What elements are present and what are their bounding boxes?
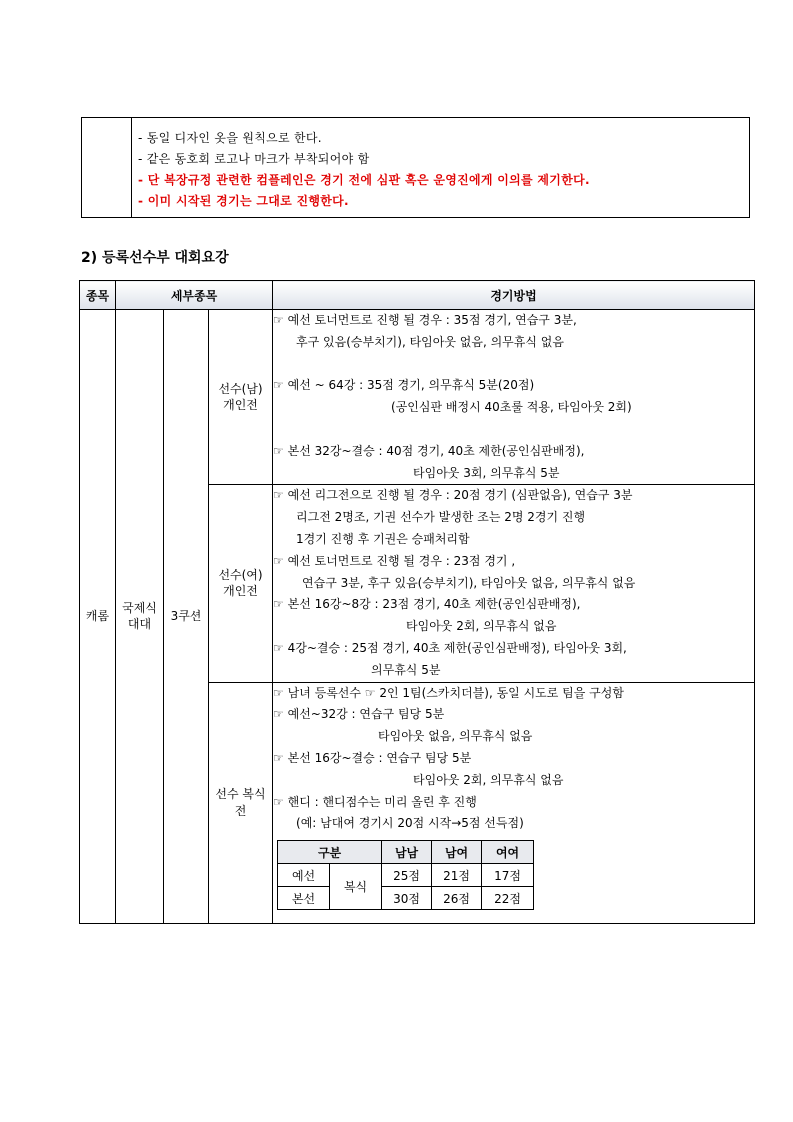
score-cell: 25점 bbox=[382, 864, 432, 887]
score-cell: 26점 bbox=[432, 887, 482, 910]
method-cell bbox=[273, 310, 755, 485]
header-event: 종목 bbox=[80, 281, 116, 310]
method-line: ☞ 4강~결승 : 25점 경기, 40초 제한(공인심판배정), 타임아웃 3회, bbox=[273, 640, 627, 655]
cushion-cell: 3쿠션 bbox=[164, 310, 209, 924]
score-cell: 22점 bbox=[482, 887, 534, 910]
event-cell: 캐롬 bbox=[80, 310, 116, 924]
tournament-rules-table bbox=[79, 280, 755, 924]
method-cell bbox=[273, 485, 755, 682]
handicap-header: 남남 bbox=[382, 841, 432, 864]
notice-line-important: - 단 복장규정 관련한 컴플레인은 경기 전에 심판 혹은 운영진에게 이의를 제기한다. bbox=[138, 173, 590, 187]
handicap-header: 여여 bbox=[482, 841, 534, 864]
method-line: 타임아웃 3회, 의무휴식 5분 bbox=[413, 465, 560, 480]
method-line: ☞ 예선 토너먼트로 진행 될 경우 : 35점 경기, 연습구 3분, bbox=[273, 313, 577, 327]
stage-cell: 본선 bbox=[278, 887, 330, 910]
handicap-header: 구분 bbox=[278, 841, 382, 864]
method-line: ☞ 예선 ~ 64강 : 35점 경기, 의무휴식 5분(20점) bbox=[273, 378, 535, 393]
method-line: ☞ 핸디 : 핸디점수는 미리 올린 후 진행 bbox=[273, 794, 477, 809]
method-line: (예: 남대여 경기시 20점 시작→5점 선득점) bbox=[296, 816, 524, 831]
method-line: ☞ 본선 32강~결승 : 40점 경기, 40초 제한(공인심판배정), bbox=[273, 443, 585, 458]
header-row bbox=[80, 281, 755, 310]
type-cell: 복식 bbox=[330, 864, 382, 910]
handicap-table bbox=[277, 840, 534, 910]
notice-line: - 같은 동호회 로고나 마크가 부착되어야 함 bbox=[138, 152, 370, 166]
handicap-header: 남여 bbox=[432, 841, 482, 864]
dress-code-notice-box bbox=[81, 117, 750, 218]
sub-event-label: 선수(남) 개인전 bbox=[209, 310, 273, 485]
method-cell bbox=[273, 682, 755, 923]
method-line: ☞ 본선 16강~결승 : 연습구 팀당 5분 bbox=[273, 750, 472, 765]
method-line: ☞ 예선~32강 : 연습구 팀당 5분 bbox=[273, 707, 445, 722]
notice-line: - 동일 디자인 옷을 원칙으로 한다. bbox=[138, 131, 322, 145]
sub-event-label: 선수(여) 개인전 bbox=[209, 485, 273, 682]
table-row bbox=[278, 864, 534, 887]
method-line: 연습구 3분, 후구 있음(승부치기), 타임아웃 없음, 의무휴식 없음 bbox=[302, 575, 636, 590]
table-row bbox=[278, 887, 534, 910]
method-line: 리그전 2명조, 기권 선수가 발생한 조는 2명 2경기 진행 bbox=[296, 510, 586, 525]
method-line: 타임아웃 2회, 의무휴식 없음 bbox=[413, 772, 564, 787]
method-line: 후구 있음(승부치기), 타임아웃 없음, 의무휴식 없음 bbox=[296, 334, 564, 349]
method-line: 타임아웃 없음, 의무휴식 없음 bbox=[378, 729, 533, 744]
section-title: 2) 등록선수부 대회요강 bbox=[81, 250, 229, 266]
method-line: ☞ 남녀 등록선수 ☞ 2인 1팀(스카치더블), 동일 시도로 팀을 구성함 bbox=[273, 685, 624, 700]
method-line: 타임아웃 2회, 의무휴식 없음 bbox=[406, 619, 557, 634]
notice-divider bbox=[131, 118, 132, 217]
method-line: ☞ 예선 리그전으로 진행 될 경우 : 20점 경기 (심판없음), 연습구 3분 bbox=[273, 488, 633, 503]
score-cell: 17점 bbox=[482, 864, 534, 887]
notice-line-important: - 이미 시작된 경기는 그대로 진행한다. bbox=[138, 194, 349, 208]
method-line: 1경기 진행 후 기권은 승패처리함 bbox=[296, 531, 470, 546]
sub-event-label: 선수 복식전 bbox=[209, 682, 273, 923]
handicap-header-row bbox=[278, 841, 534, 864]
category-label: 국제식 대대 bbox=[122, 601, 157, 632]
category-cell bbox=[116, 310, 164, 924]
score-cell: 21점 bbox=[432, 864, 482, 887]
header-sub-event: 세부종목 bbox=[116, 281, 273, 310]
method-line: ☞ 본선 16강~8강 : 23점 경기, 40초 제한(공인심판배정), bbox=[273, 597, 581, 612]
score-cell: 30점 bbox=[382, 887, 432, 910]
stage-cell: 예선 bbox=[278, 864, 330, 887]
method-line: 의무휴식 5분 bbox=[371, 662, 441, 677]
method-line: ☞ 예선 토너먼트로 진행 될 경우 : 23점 경기 , bbox=[273, 553, 516, 568]
header-method: 경기방법 bbox=[273, 281, 755, 310]
table-row bbox=[80, 310, 755, 485]
method-line: (공인심판 배정시 40초룰 적용, 타임아웃 2회) bbox=[391, 400, 632, 415]
